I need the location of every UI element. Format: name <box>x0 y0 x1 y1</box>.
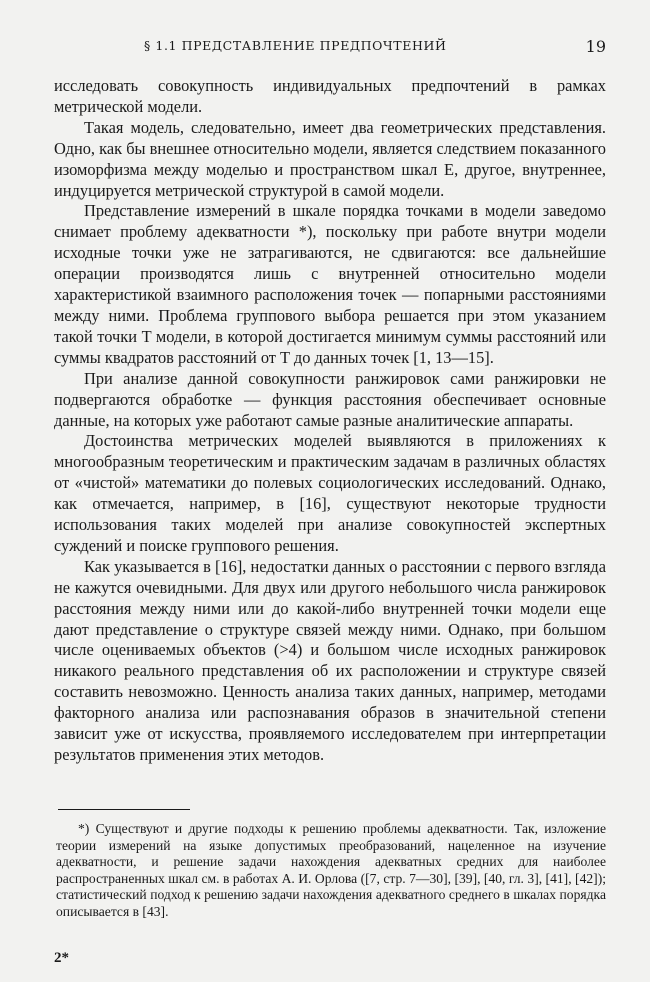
running-title: § 1.1 ПРЕДСТАВЛЕНИЕ ПРЕДПОЧТЕНИЙ <box>144 38 447 53</box>
paragraph: исследовать совокупность индивидуальных предпочтений в рамках метрической модели. <box>54 76 606 116</box>
footnote-text: *) Существуют и другие подходы к решению проблемы адекватности. Так, изложение теории измерений на языке допустимых преобразований, нацеленное на изучение адекватности, и решение задачи нахождения адекватных средних для наиболее распространенных шкал см. в работах А. И. Орлова ([7, стр. 7—30], [39], [40, гл. 3], [41], [42]); статистический подход к решению задачи нахождения адекватного среднего в шкалах порядка описывается в [43]. <box>56 821 606 919</box>
page-header <box>54 38 606 58</box>
paragraph: Представление измерений в шкале порядка точками в модели заведомо снимает проблему адекватности *), поскольку при работе внутри модели исходные точки уже не затрагиваются, не сдвигаются: все дальнейшие операции производятся лишь с внутренней относительно модели характеристикой взаимного расположения точек — попарными расстояниями между ними. Проблема группового выбора решается при этом указанием такой точки T модели, в которой достигается минимум суммы расстояний или суммы квадратов расстояний от T до данных точек [1, 13—15]. <box>54 201 606 367</box>
paragraph: При анализе данной совокупности ранжировок сами ранжировки не подвергаются обработке — функция расстояния обеспечивает основные данные, на которых уже работают самые разные аналитические аппараты. <box>54 368 606 430</box>
page-number: 19 <box>585 37 606 56</box>
footnote-divider <box>58 809 190 810</box>
footnote <box>56 821 606 920</box>
paragraph: Как указывается в [16], недостатки данных о расстоянии с первого взгляда не кажутся очевидными. Для двух или другого небольшого числа ранжировок расстояния между ними или до какой-либо внутренней точки модели еще дают представление о структуре связей между ними. Однако, при большом числе оцениваемых объектов (>4) и большом числе исходных ранжировок никакого реального представления об их расположении и структуре связей составить невозможно. Ценность анализа таких данных, например, методами факторного анализа или распознавания образов в значительной степени зависит уже от искусства, проявляемого исследователем при интерпретации результатов применения этих методов. <box>54 556 606 764</box>
paragraph: Такая модель, следовательно, имеет два геометрических представления. Одно, как бы внешнее относительно модели, является следствием показанного изоморфизма между моделью и пространством шкал E, другое, внутреннее, индуцируется метрической структурой в самой модели. <box>54 117 606 200</box>
paragraph: Достоинства метрических моделей выявляются в приложениях к многообразным теоретическим и практическим задачам в различных областях от «чистой» математики до полевых социологических исследований. Однако, как отмечается, например, в [16], существуют некоторые трудности использования таких моделей при анализе совокупностей экспертных суждений и поиске группового решения. <box>54 431 606 555</box>
main-text <box>54 76 606 766</box>
signature-mark: 2* <box>54 950 69 966</box>
